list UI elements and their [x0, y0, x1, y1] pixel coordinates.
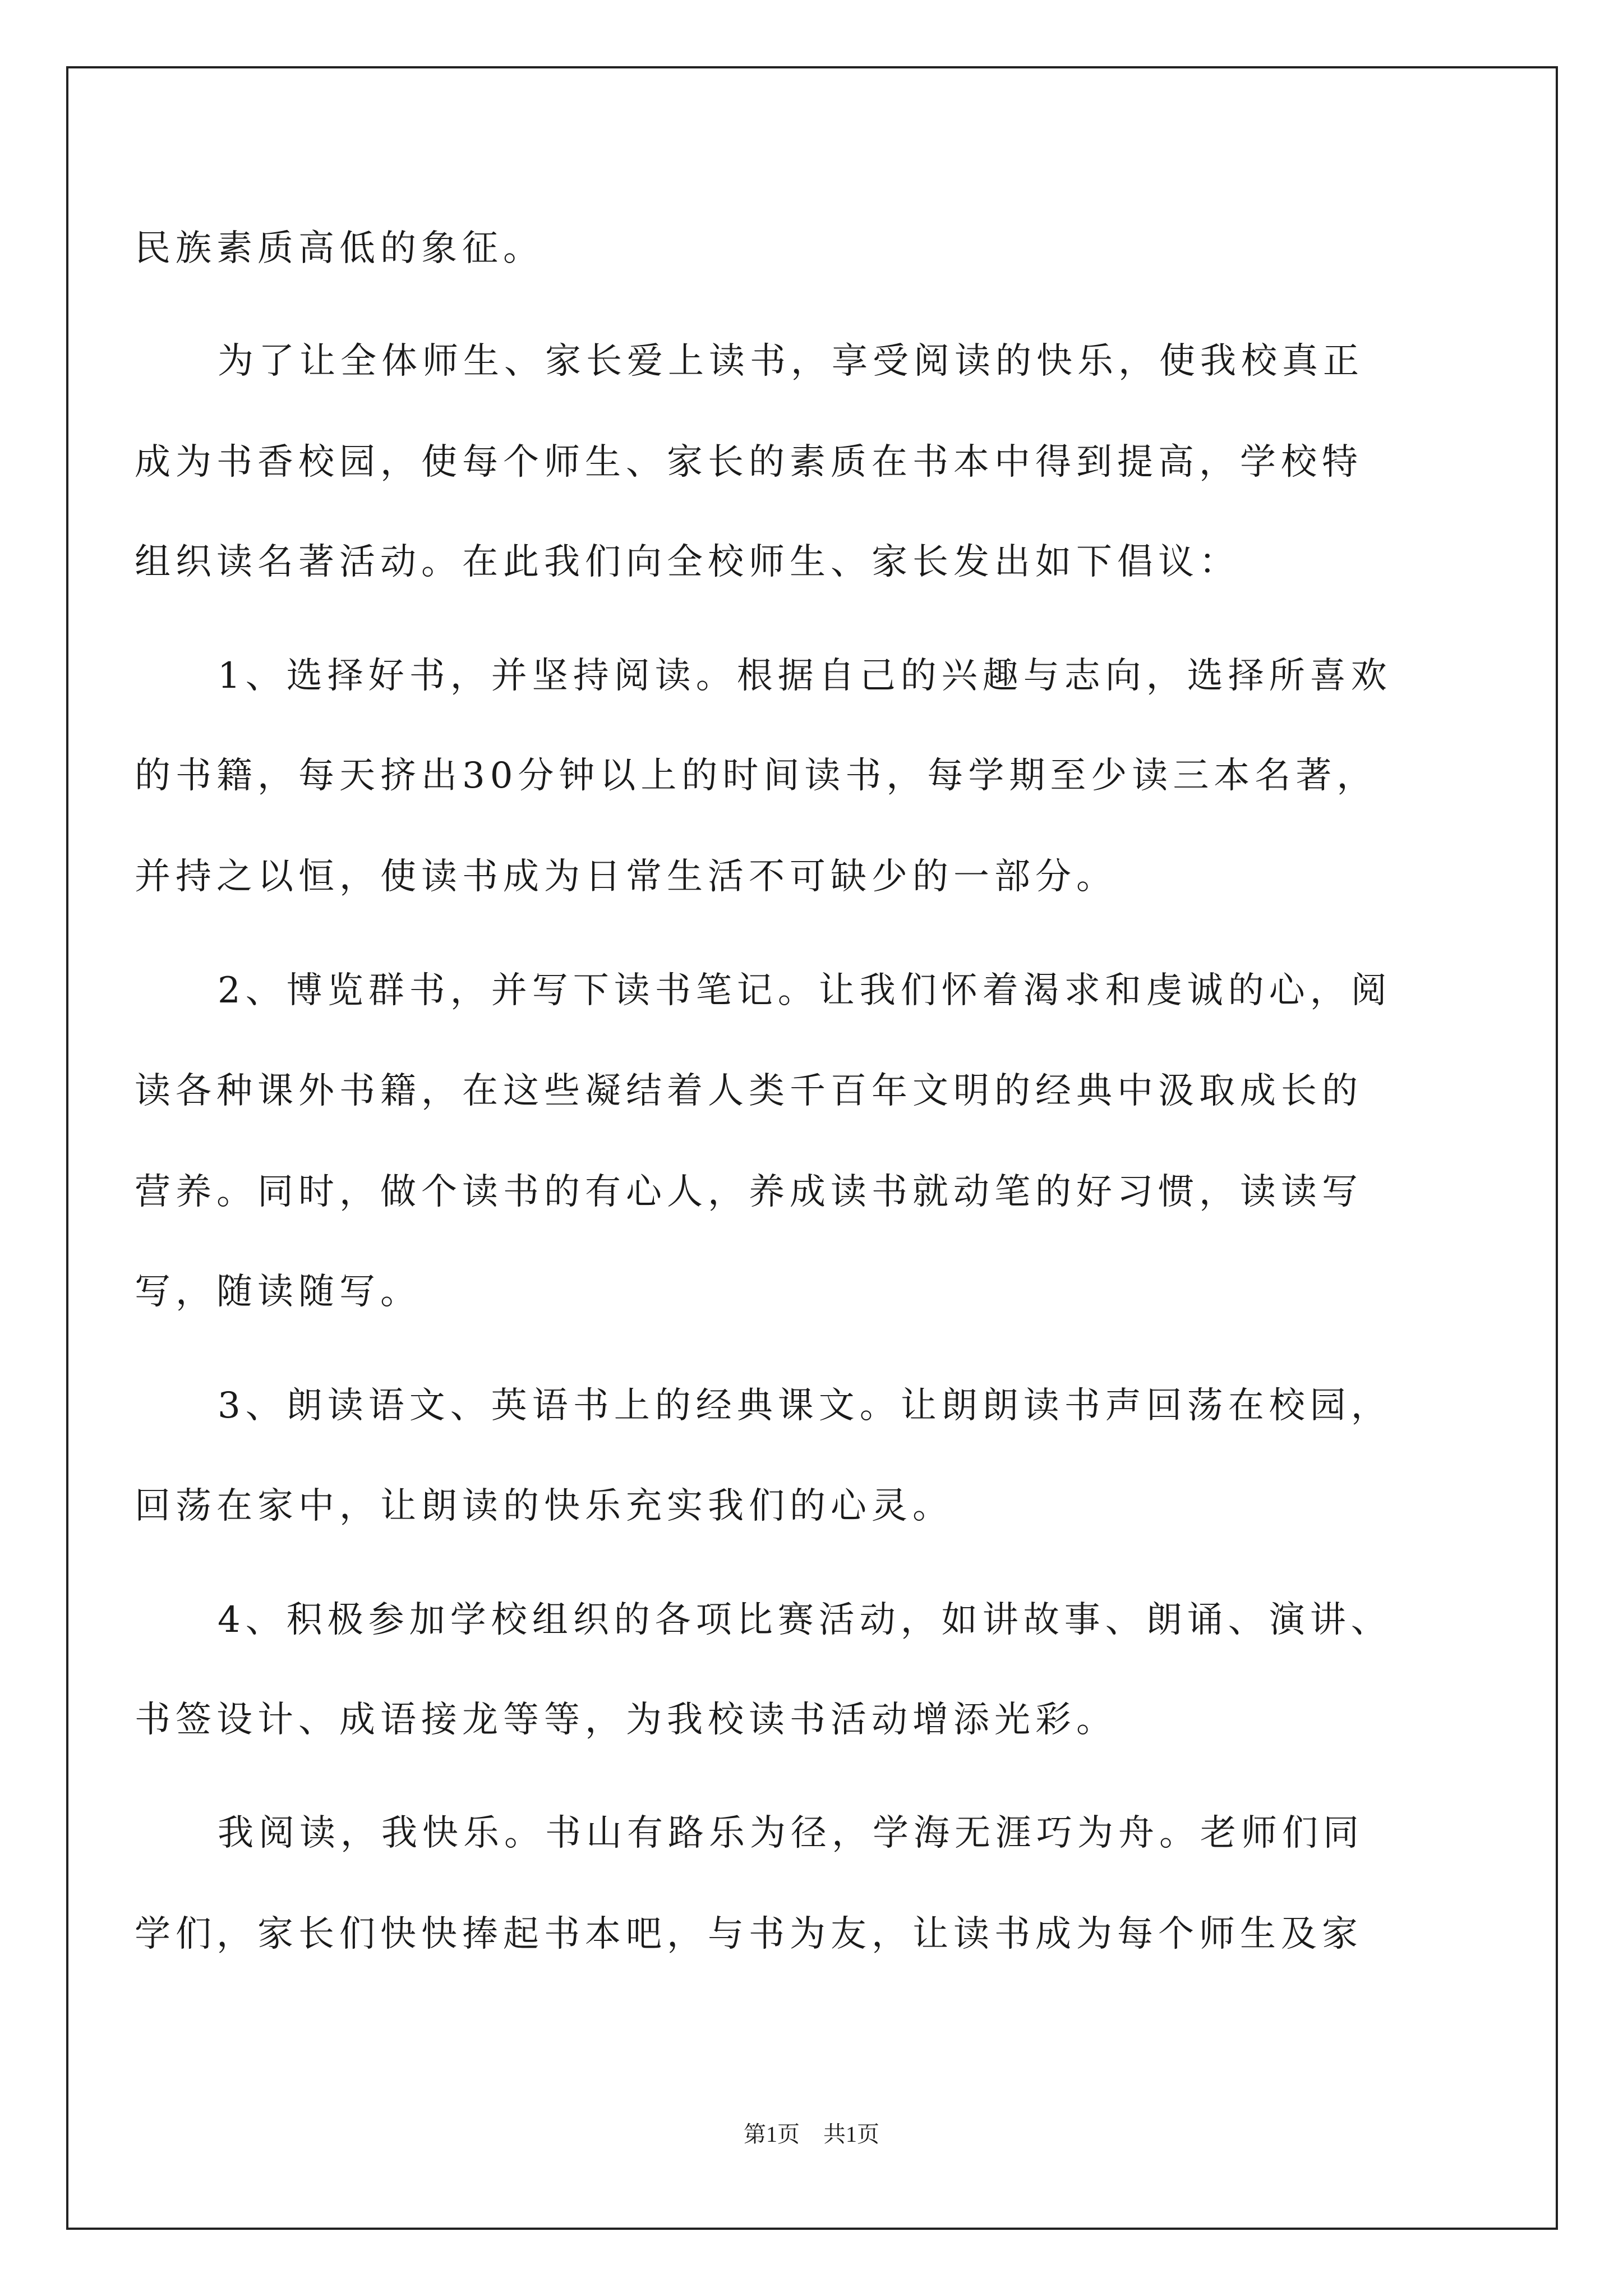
paragraph-first-line: 为了让全体师生、家长爱上读书，享受阅读的快乐，使我校真正	[218, 341, 1364, 382]
paragraph-first-line: 1、选择好书，并坚持阅读。根据自己的兴趣与志向，选择所喜欢	[218, 655, 1392, 697]
text-line: 回荡在家中，让朗读的快乐充实我们的心灵。	[135, 1485, 953, 1527]
text-line: 成为书香校园，使每个师生、家长的素质在书本中得到提高，学校特	[135, 441, 1363, 483]
page-frame	[66, 66, 1558, 2230]
text-line: 组织读名著活动。在此我们向全校师生、家长发出如下倡议：	[135, 541, 1240, 583]
text-line: 民族素质高低的象征。	[135, 228, 544, 269]
page-footer	[0, 2120, 1623, 2148]
text-line: 写，随读随写。	[135, 1271, 421, 1313]
page-number: 第1页	[744, 2122, 800, 2147]
text-line: 读各种课外书籍，在这些凝结着人类千百年文明的经典中汲取成长的	[135, 1070, 1363, 1112]
text-line: 学们，家长们快快捧起书本吧，与书为友，让读书成为每个师生及家	[135, 1913, 1363, 1955]
text-line: 书签设计、成语接龙等等，为我校读书活动增添光彩。	[135, 1699, 1117, 1741]
paragraph-first-line: 我阅读，我快乐。书山有路乐为径，学海无涯巧为舟。老师们同	[218, 1812, 1364, 1854]
paragraph-first-line: 3、朗读语文、英语书上的经典课文。让朗朗读书声回荡在校园，	[218, 1385, 1392, 1427]
page-total: 共1页	[823, 2122, 879, 2147]
text-line: 并持之以恒，使读书成为日常生活不可缺少的一部分。	[135, 856, 1117, 898]
paragraph-first-line: 4、积极参加学校组织的各项比赛活动，如讲故事、朗诵、演讲、	[218, 1599, 1392, 1641]
paragraph-first-line: 2、博览群书，并写下读书笔记。让我们怀着渴求和虔诚的心，阅	[218, 970, 1392, 1011]
text-line: 营养。同时，做个读书的有心人，养成读书就动笔的好习惯，读读写	[135, 1171, 1363, 1213]
text-line: 的书籍，每天挤出30分钟以上的时间读书，每学期至少读三本名著，	[135, 755, 1378, 797]
